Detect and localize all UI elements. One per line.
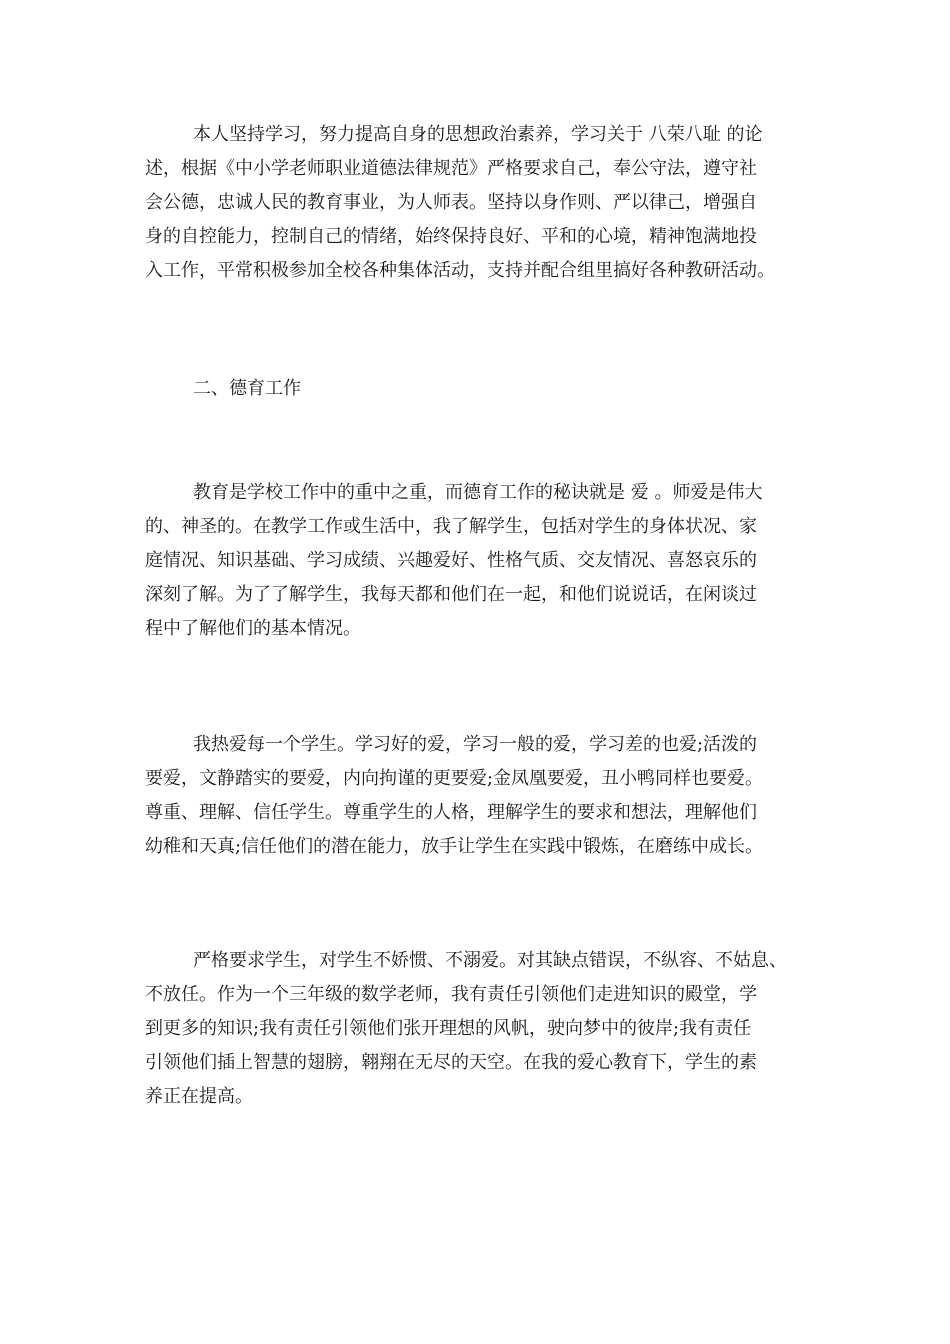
paragraph-line: 严格要求学生，对学生不娇惯、不溺爱。对其缺点错误，不纵容、不姑息、 bbox=[193, 950, 787, 971]
section-heading-text: 二、德育工作 bbox=[193, 378, 301, 399]
paragraph-moral-education bbox=[145, 476, 825, 646]
paragraph-line: 庭情况、知识基础、学习成绩、兴趣爱好、性格气质、交友情况、喜怒哀乐的 bbox=[145, 550, 757, 571]
paragraph-line: 身的自控能力，控制自己的情绪，始终保持良好、平和的心境，精神饱满地投 bbox=[145, 226, 757, 247]
paragraph-love-students bbox=[145, 728, 825, 864]
paragraph-self-study bbox=[145, 118, 825, 288]
paragraph-line: 要爱，文静踏实的要爱，内向拘谨的更要爱;金凤凰要爱，丑小鸭同样也要爱。 bbox=[145, 768, 764, 789]
paragraph-line: 深刻了解。为了了解学生，我每天都和他们在一起，和他们说说话，在闲谈过 bbox=[145, 584, 757, 605]
paragraph-line: 引领他们插上智慧的翅膀，翱翔在无尽的天空。在我的爱心教育下，学生的素 bbox=[145, 1052, 757, 1073]
paragraph-line: 到更多的知识;我有责任引领他们张开理想的风帆，驶向梦中的彼岸;我有责任 bbox=[145, 1018, 752, 1039]
section-heading bbox=[145, 372, 825, 406]
paragraph-line: 尊重、理解、信任学生。尊重学生的人格，理解学生的要求和想法，理解他们 bbox=[145, 802, 757, 823]
paragraph-line: 述，根据《中小学老师职业道德法律规范》严格要求自己，奉公守法，遵守社 bbox=[145, 158, 757, 179]
paragraph-line: 本人坚持学习，努力提高自身的思想政治素养，学习关于 八荣八耻 的论 bbox=[193, 124, 763, 145]
paragraph-line: 程中了解他们的基本情况。 bbox=[145, 618, 361, 639]
paragraph-line: 幼稚和天真;信任他们的潜在能力，放手让学生在实践中锻炼，在磨练中成长。 bbox=[145, 836, 764, 857]
paragraph-line: 会公德，忠诚人民的教育事业，为人师表。坚持以身作则、严以律己，增强自 bbox=[145, 192, 757, 213]
paragraph-strict-requirements bbox=[145, 944, 825, 1114]
paragraph-line: 的、神圣的。在教学工作或生活中，我了解学生，包括对学生的身体状况、家 bbox=[145, 516, 757, 537]
paragraph-line: 我热爱每一个学生。学习好的爱，学习一般的爱，学习差的也爱;活泼的 bbox=[193, 734, 758, 755]
paragraph-line: 入工作，平常积极参加全校各种集体活动，支持并配合组里搞好各种教研活动。 bbox=[145, 260, 775, 281]
paragraph-line: 教育是学校工作中的重中之重，而德育工作的秘诀就是 爱 。师爱是伟大 bbox=[193, 482, 763, 503]
paragraph-line: 养正在提高。 bbox=[145, 1086, 253, 1107]
paragraph-line: 不放任。作为一个三年级的数学老师，我有责任引领他们走进知识的殿堂，学 bbox=[145, 984, 757, 1005]
